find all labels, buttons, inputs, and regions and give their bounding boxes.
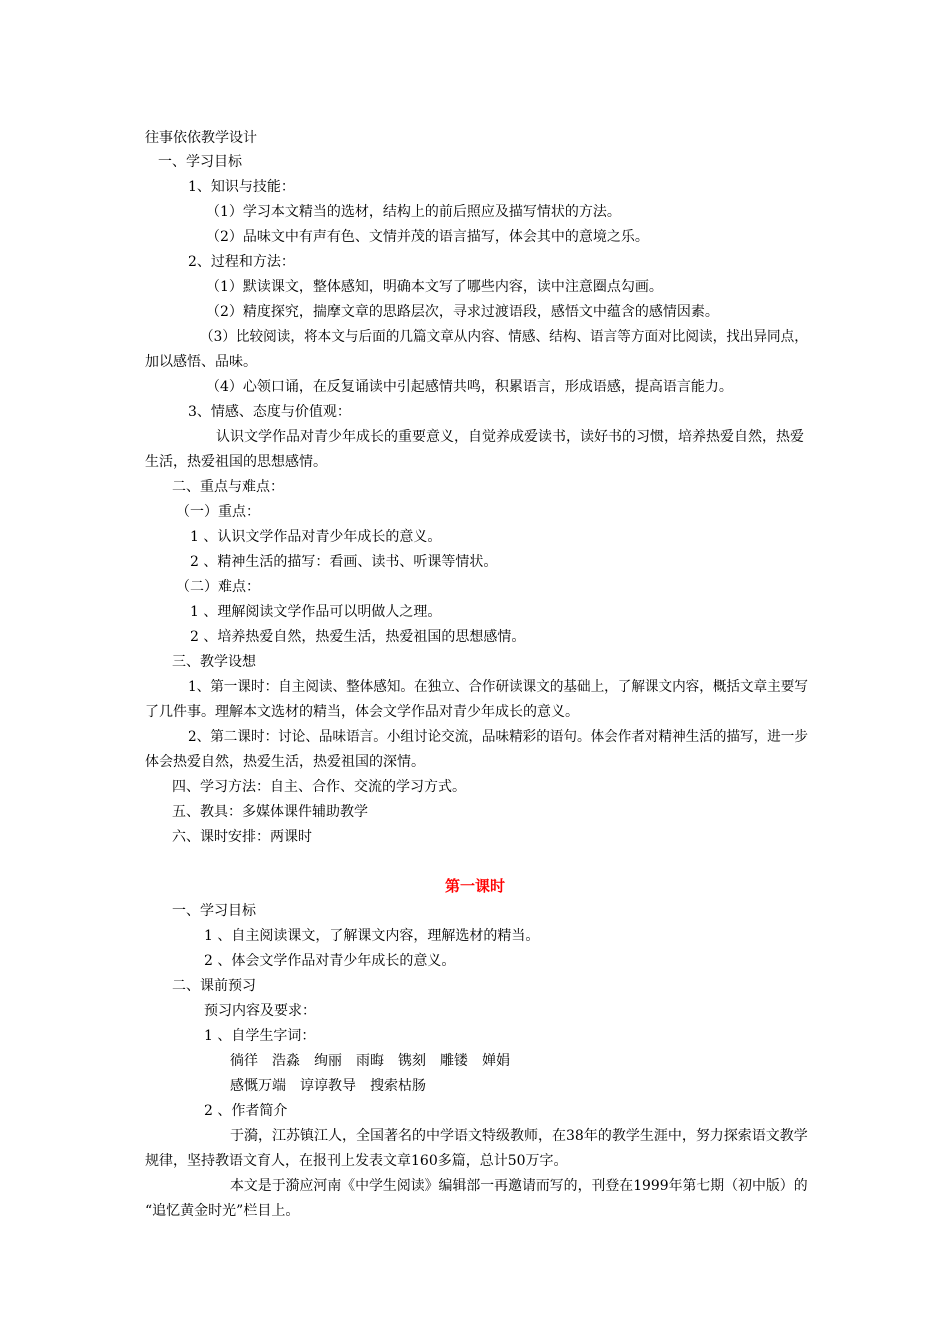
subsection-heading: 1、知识与技能： [188, 179, 295, 195]
list-item: （1）学习本文精当的选材，结构上的前后照应及描写情状的方法。 [206, 204, 621, 220]
paragraph: 于漪，江苏镇江人，全国著名的中学语文特级教师，在38年的教学生涯中，努力探索语文教学 [230, 1128, 808, 1144]
list-item: 1 、自主阅读课文，了解课文内容，理解选材的精当。 [204, 928, 540, 944]
vocab-list: 感慨万端 谆谆教导 搜索枯肠 [230, 1078, 426, 1094]
list-item: 1 、理解阅读文学作品可以明做人之理。 [190, 604, 442, 620]
subsection-heading: （一）重点： [176, 504, 260, 520]
section-heading: 三、教学设想 [172, 654, 256, 670]
vocab-list: 徜徉 浩淼 绚丽 雨晦 镌刻 雕镂 婵娟 [230, 1053, 510, 1069]
list-item: 2 、体会文学作品对青少年成长的意义。 [204, 953, 456, 969]
list-item: （1）默读课文，整体感知，明确本文写了哪些内容，读中注意圈点勾画。 [206, 279, 663, 295]
lesson-heading: 第一课时 [444, 877, 505, 895]
list-item: 2 、精神生活的描写：看画、读书、听课等情状。 [190, 554, 498, 570]
paragraph: 预习内容及要求： [204, 1003, 316, 1019]
section-heading: 二、重点与难点： [172, 479, 284, 495]
paragraph-continuation: 了几件事。理解本文选材的精当，体会文学作品对青少年成长的意义。 [145, 704, 579, 720]
paragraph: 认识文学作品对青少年成长的重要意义，自觉养成爱读书，读好书的习惯，培养热爱自然，热爱 [216, 429, 804, 445]
list-item: 1 、认识文学作品对青少年成长的意义。 [190, 529, 442, 545]
paragraph-continuation: 生活，热爱祖国的思想感情。 [145, 454, 327, 470]
paragraph-continuation: 体会热爱自然，热爱生活，热爱祖国的深情。 [145, 754, 425, 770]
document-title: 往事依依教学设计 [145, 130, 257, 146]
paragraph: 本文是于漪应河南《中学生阅读》编辑部一再邀请而写的，刊登在1999年第七期（初中版）的 [230, 1178, 808, 1194]
paragraph-continuation: “追忆黄金时光”栏目上。 [145, 1203, 300, 1219]
list-item: （2）品味文中有声有色、文情并茂的语言描写，体会其中的意境之乐。 [206, 229, 649, 245]
list-item: （3）比较阅读，将本文与后面的几篇文章从内容、情感、结构、语言等方面对比阅读，找出异同点， [200, 329, 808, 345]
paragraph-continuation: 规律，坚持教语文育人，在报刊上发表文章160多篇，总计50万字。 [145, 1153, 568, 1169]
subsection-heading: （二）难点： [176, 579, 260, 595]
paragraph: 2、第二课时：讨论、品味语言。小组讨论交流，品味精彩的语句。体会作者对精神生活的描写，进一步 [188, 729, 808, 745]
list-item: 1 、自学生字词： [204, 1028, 316, 1044]
section-heading: 六、课时安排：两课时 [172, 829, 312, 845]
subsection-heading: 3、情感、态度与价值观： [188, 404, 351, 420]
section-heading: 一、学习目标 [172, 903, 256, 919]
list-item: （2）精度探究，揣摩文章的思路层次，寻求过渡语段，感悟文中蕴含的感情因素。 [206, 304, 719, 320]
section-heading: 一、学习目标 [158, 154, 242, 170]
section-heading: 二、课前预习 [172, 978, 256, 994]
paragraph: 1、第一课时：自主阅读、整体感知。在独立、合作研读课文的基础上，了解课文内容，概括文章主要写 [188, 679, 808, 695]
list-item: 2 、作者简介 [204, 1103, 288, 1119]
list-item: 2 、培养热爱自然，热爱生活，热爱祖国的思想感情。 [190, 629, 526, 645]
section-heading: 四、学习方法：自主、合作、交流的学习方式。 [172, 779, 466, 795]
subsection-heading: 2、过程和方法： [188, 254, 295, 270]
list-item: （4）心领口诵，在反复诵读中引起感情共鸣，积累语言，形成语感，提高语言能力。 [206, 379, 733, 395]
section-heading: 五、教具：多媒体课件辅助教学 [172, 804, 368, 820]
list-item-continuation: 加以感悟、品味。 [145, 354, 257, 370]
